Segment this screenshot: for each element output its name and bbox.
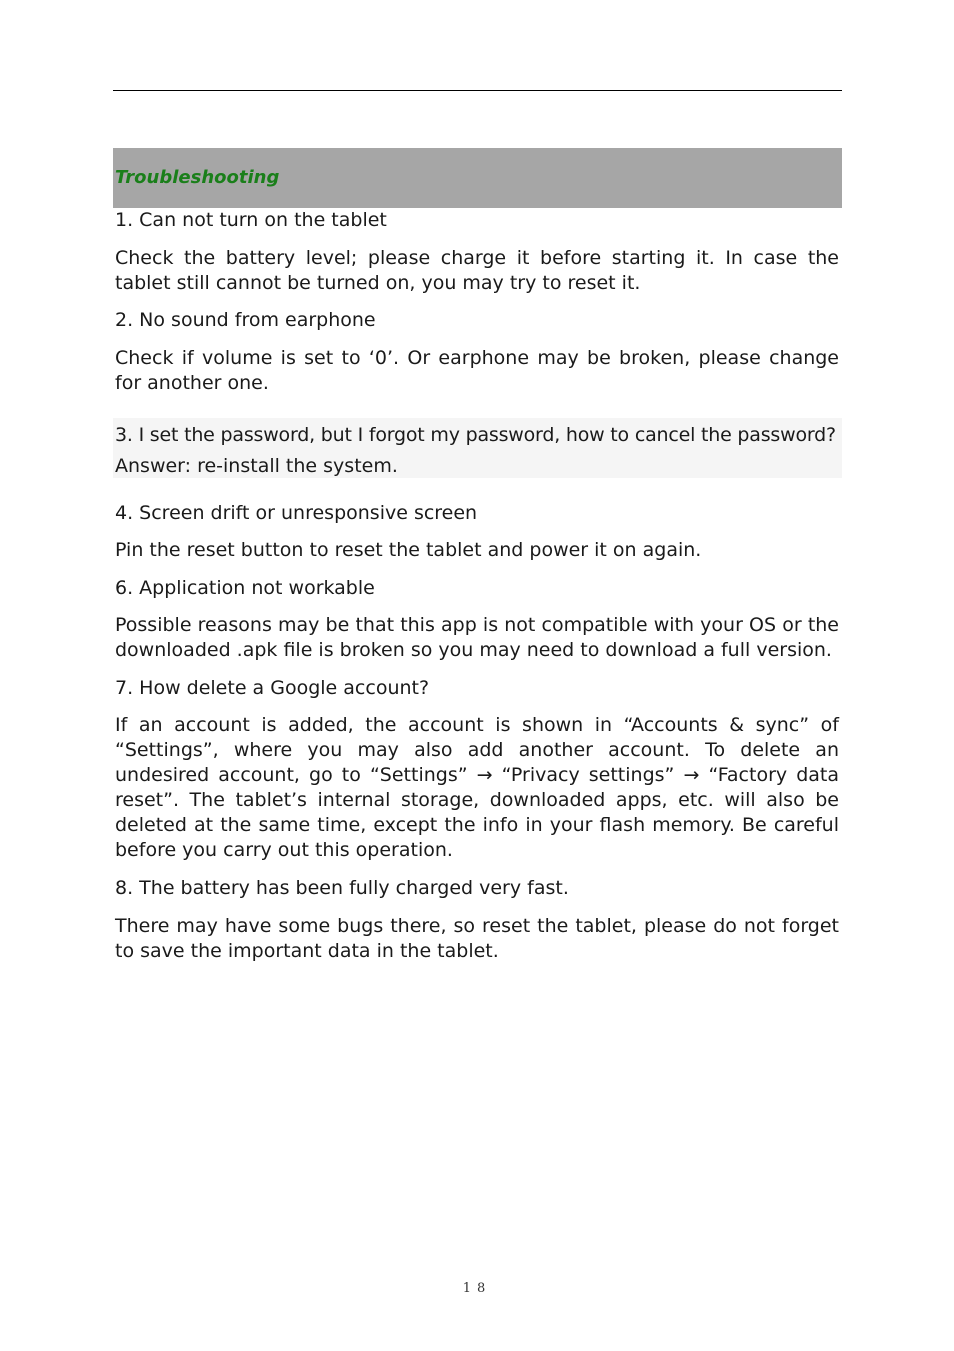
section-header <box>113 148 842 208</box>
header-rule <box>113 90 842 91</box>
question-4: 4. Screen drift or unresponsive screen <box>115 502 478 524</box>
answer-8: There may have some bugs there, so reset the tablet, please do not forget to save the important data in the tablet. <box>115 915 839 962</box>
answer-6: Possible reasons may be that this app is not compatible with your OS or the downloaded .apk file is broken so you may need to download a full version. <box>115 614 839 661</box>
question-1: 1. Can not turn on the tablet <box>115 209 387 231</box>
answer-7: If an account is added, the account is shown in “Accounts & sync” of “Settings”, where you may also add another account. To delete an undesired account, go to “Settings” → “Privacy settings” → “Factory data reset”. The tablet’s internal storage, downloaded apps, etc. will also be deleted at the same time, except the info in your flash memory. Be careful before you carry out this operation. <box>115 714 839 861</box>
answer-3: Answer: re-install the system. <box>115 455 398 477</box>
answer-1: Check the battery level; please charge it before starting it. In case the tablet still cannot be turned on, you may try to reset it. <box>115 247 839 294</box>
answer-4: Pin the reset button to reset the tablet and power it on again. <box>115 539 702 561</box>
page-number: 18 <box>462 1281 492 1296</box>
question-3: 3. I set the password, but I forgot my password, how to cancel the password? <box>115 424 836 446</box>
question-8: 8. The battery has been fully charged very fast. <box>115 877 569 899</box>
question-2: 2. No sound from earphone <box>115 309 376 331</box>
section-title: Troubleshooting <box>115 167 280 188</box>
answer-2: Check if volume is set to ‘0’. Or earphone may be broken, please change for another one. <box>115 347 839 394</box>
question-7: 7. How delete a Google account? <box>115 677 430 699</box>
question-6: 6. Application not workable <box>115 577 375 599</box>
